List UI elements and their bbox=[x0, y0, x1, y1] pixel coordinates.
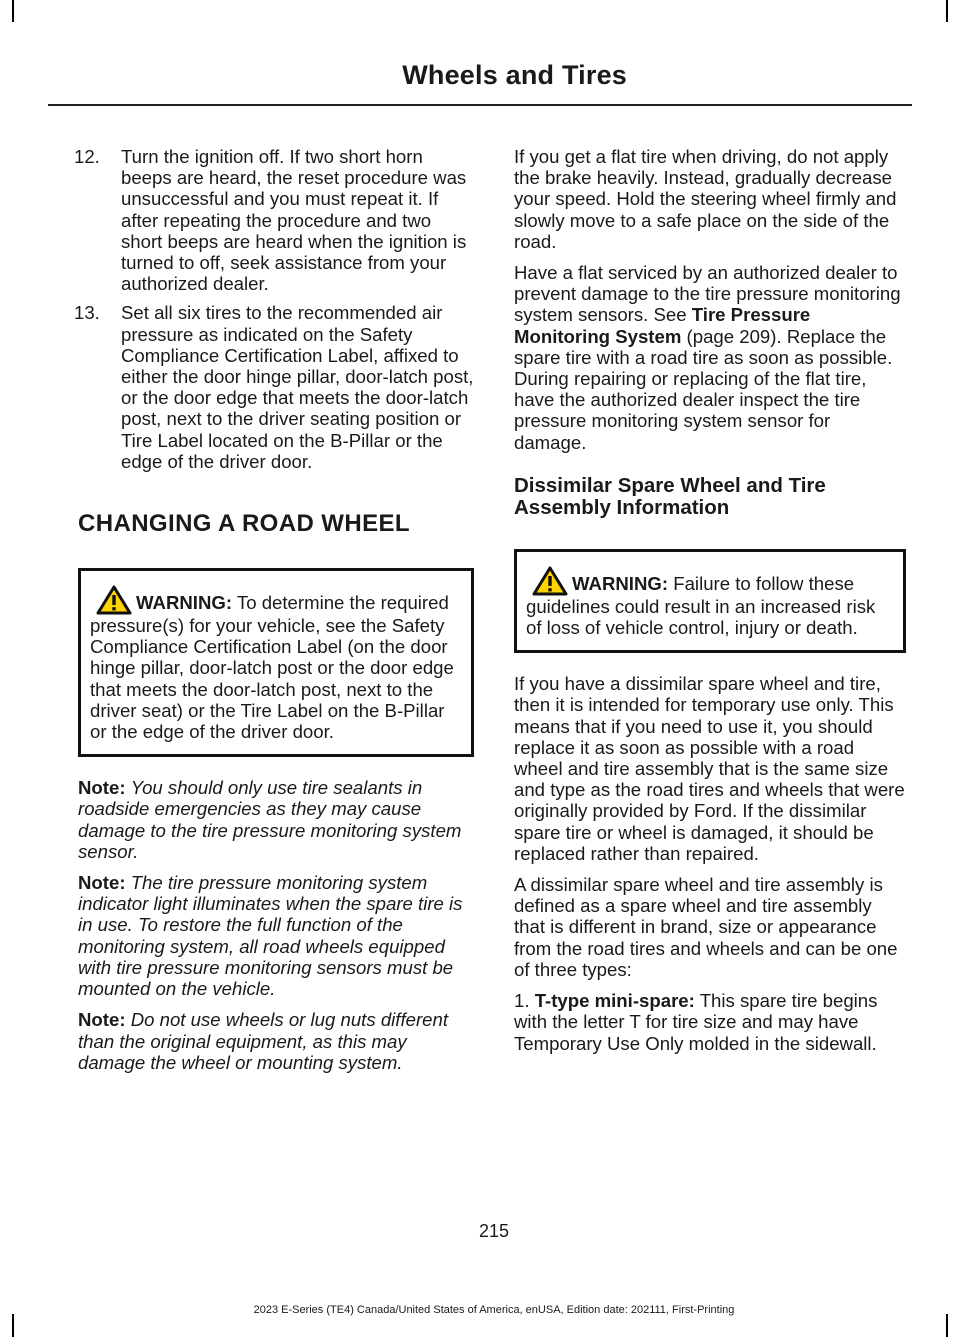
warning-box bbox=[78, 568, 474, 757]
step-text: Turn the ignition off. If two short horn beeps are heard, the reset procedure was unsuccessful and you must repeat it. If after repeating the procedure and two short beeps are heard when the ignition is turned to off, seek assistance from your authorized dealer. bbox=[121, 146, 467, 295]
body-paragraph: A dissimilar spare wheel and tire assembly is defined as a spare wheel and tire assembly that is different in brand, size or appearance from the road tires and wheels and can be one of three types: bbox=[514, 874, 898, 980]
list-item-text: This spare tire begins with the letter T for tire size and may have Temporary Use Only molded in the sidewall. bbox=[514, 990, 878, 1054]
page-number: 215 bbox=[478, 1221, 510, 1241]
page-header-title: Wheels and Tires bbox=[402, 60, 627, 90]
note-label: Note: bbox=[78, 1009, 126, 1031]
right-column bbox=[514, 146, 906, 1064]
paragraph-text: Replace the spare tire with a road tire as soon as possible. During repairing or replacing of the flat tire, have the authorized dealer inspect the tire pressure monitoring system sensor for damage. bbox=[514, 325, 893, 453]
page-footer: 2023 E-Series (TE4) Canada/United States of America, enUSA, Edition date: 202111, First-Printing bbox=[253, 1304, 735, 1316]
note-text: Do not use wheels or lug nuts different than the original equipment, as this may damage the wheel or mounting system. bbox=[78, 1009, 448, 1073]
note-text: The tire pressure monitoring system indicator light illuminates when the spare tire is in use. To restore the full function of the monitoring system, all road wheels equipped with tire pressure monitoring sensors must be mounted on the vehicle. bbox=[78, 872, 463, 1000]
warning-box bbox=[514, 549, 906, 653]
warning-label: WARNING: bbox=[136, 592, 233, 614]
subsection-heading: Dissimilar Spare Wheel and Tire Assembly Information bbox=[514, 473, 826, 519]
list-item-label: T-type mini-spare: bbox=[534, 990, 695, 1012]
warning-label: WARNING: bbox=[572, 572, 669, 594]
note-paragraph bbox=[78, 1009, 474, 1073]
section-heading: CHANGING A ROAD WHEEL bbox=[78, 510, 410, 538]
cross-reference-link[interactable]: Tire Pressure Monitoring System bbox=[514, 304, 811, 347]
crop-mark-top-left bbox=[12, 0, 14, 22]
crop-mark-bottom-right bbox=[946, 1314, 948, 1337]
note-label: Note: bbox=[78, 872, 126, 894]
list-item bbox=[514, 990, 906, 1054]
list-number: 1. bbox=[514, 990, 530, 1012]
step-text: Set all six tires to the recommended air pressure as indicated on the Safety Compliance Certification Label, affixed to either the door hinge pillar, door-latch post, or the door edge that meets the door-latch post, next to the driver seating position or Tire Label located on the B-Pillar or the edge of the driver door. bbox=[121, 302, 474, 472]
warning-text: To determine the required pressure(s) for your vehicle, see the Safety Compliance Certification Label (on the door hinge pillar, door-latch post or the door edge that meets the door-latch post, next to the driver seat) or the Tire Label on the B-Pillar or the edge of the driver door. bbox=[90, 592, 454, 743]
body-paragraph: If you have a dissimilar spare wheel and tire, then it is intended for temporary use only. This means that if you need to use it, you should replace it as soon as possible with a road wheel and tire assembly that is the same size and type as the road tires and wheels that were originally provided by Ford. If the dissimilar spare tire or wheel is damaged, it should be replaced rather than repaired. bbox=[514, 673, 905, 864]
body-paragraph bbox=[514, 262, 906, 453]
step-number: 12. bbox=[74, 146, 100, 167]
warning-triangle-icon bbox=[96, 585, 132, 615]
header-divider bbox=[48, 104, 912, 106]
step-item bbox=[74, 302, 474, 472]
note-paragraph bbox=[78, 872, 474, 999]
paragraph-text: Have a flat serviced by an authorized dealer to prevent damage to the tire pressure monitoring system sensors. See bbox=[514, 262, 901, 326]
step-number: 13. bbox=[74, 302, 100, 324]
left-column bbox=[74, 146, 474, 1083]
warning-triangle-icon bbox=[532, 566, 568, 596]
note-paragraph bbox=[78, 777, 474, 862]
note-label: Note: bbox=[78, 777, 126, 799]
page-reference: (page 209). bbox=[686, 325, 782, 347]
crop-mark-bottom-left bbox=[12, 1314, 14, 1337]
step-item bbox=[74, 146, 474, 295]
note-text: You should only use tire sealants in roadside emergencies as they may cause damage to the tire pressure monitoring system sensor. bbox=[78, 777, 462, 862]
body-paragraph: If you get a flat tire when driving, do not apply the brake heavily. Instead, gradually decrease your speed. Hold the steering wheel firmly and slowly move to a safe place on the side of the road. bbox=[514, 146, 897, 252]
crop-mark-top-right bbox=[946, 0, 948, 22]
warning-text: Failure to follow these guidelines could result in an increased risk of loss of vehicle control, injury or death. bbox=[526, 572, 876, 639]
